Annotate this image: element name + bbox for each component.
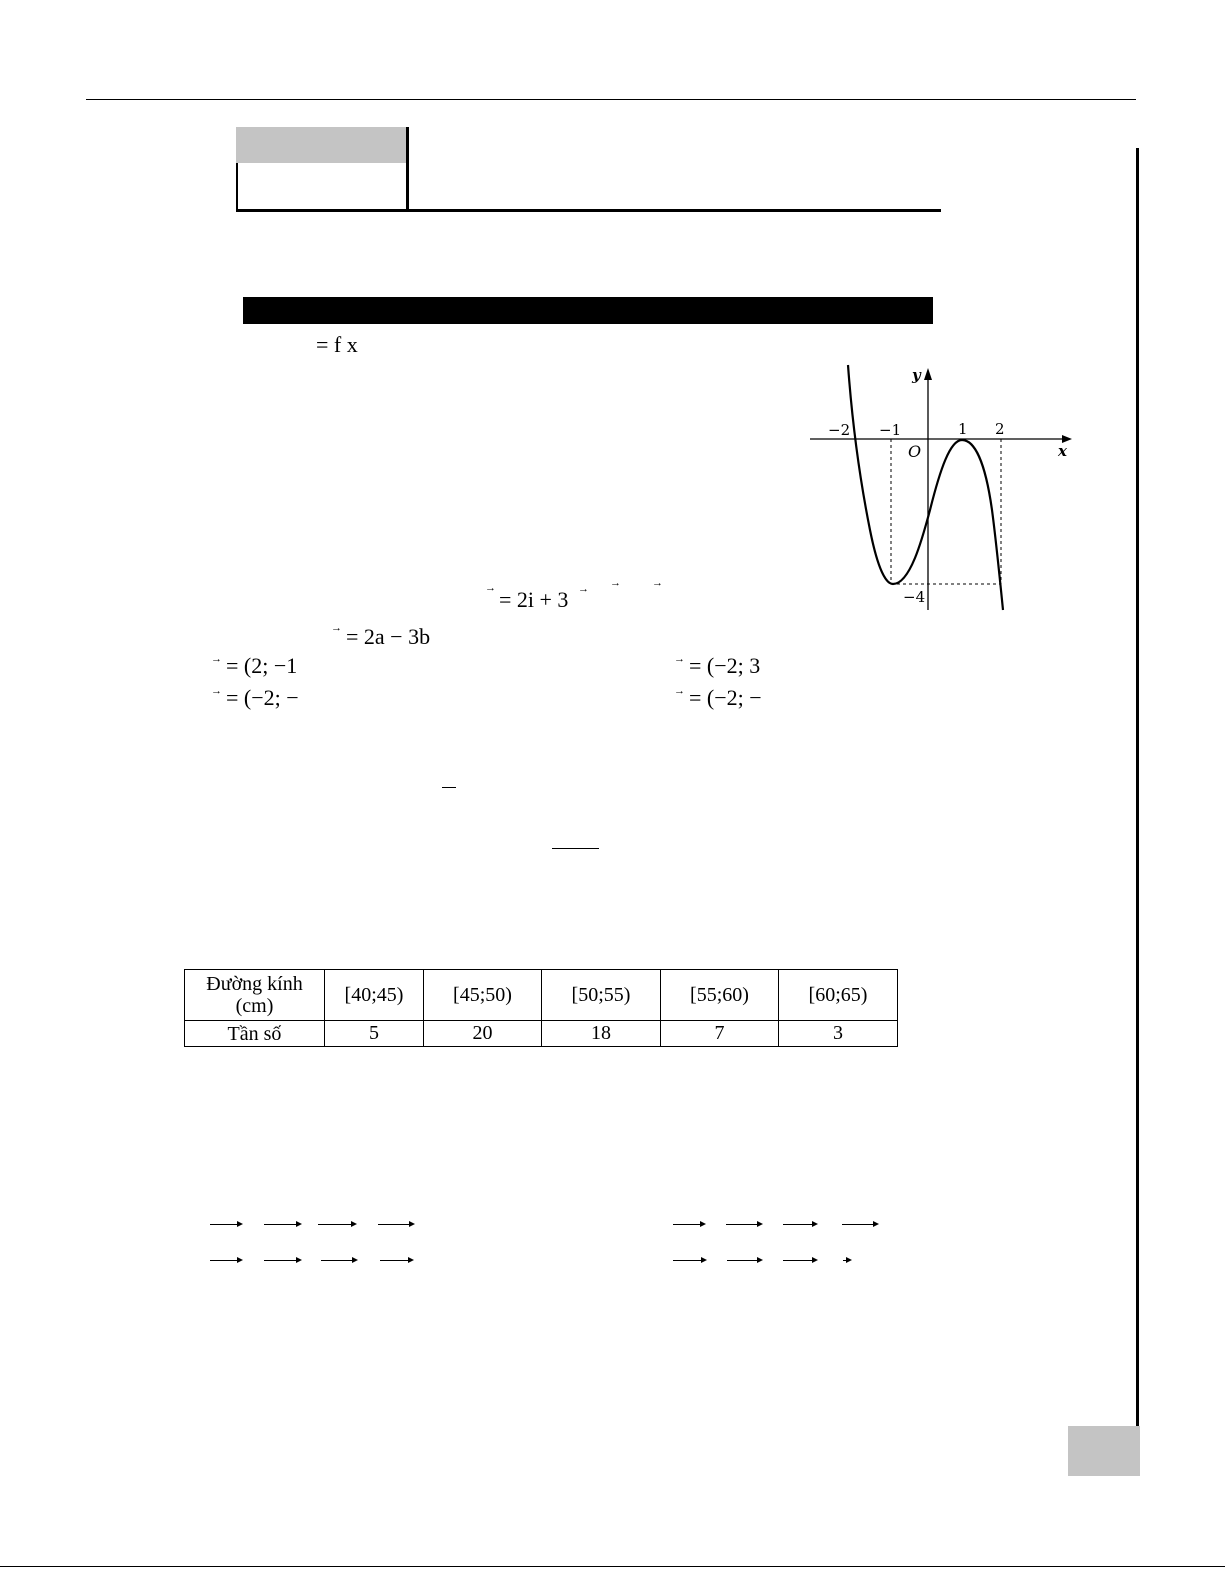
vector-arrow: →: [211, 685, 222, 697]
tick-minus4: −4: [903, 588, 926, 606]
table-cell: 7: [661, 1021, 779, 1047]
header-grey-cell: [236, 127, 406, 163]
tick-minus2: −2: [828, 421, 851, 439]
table-cell: [40;45): [325, 970, 424, 1021]
table-header-label: [185, 970, 325, 1021]
section-bar: [243, 297, 933, 324]
table-row: [185, 970, 898, 1021]
vector-arrow-line: [264, 1260, 296, 1261]
table-cell: 18: [542, 1021, 661, 1047]
top-rule: [86, 99, 1136, 100]
vector-arrow-line: [727, 1260, 757, 1261]
vector-arrow-head: [812, 1257, 818, 1263]
vector-arrow-line: [321, 1260, 352, 1261]
tick-2: 2: [995, 420, 1005, 438]
table-cell: [60;65): [779, 970, 898, 1021]
vector-arrow-head: [701, 1257, 707, 1263]
vector-arrow-head: [237, 1221, 243, 1227]
tick-minus1: −1: [879, 421, 902, 439]
vector-arrow-head: [237, 1257, 243, 1263]
vector-arrow-line: [378, 1224, 409, 1225]
vector-arrow: →: [674, 653, 685, 665]
origin-label: O: [908, 442, 922, 461]
right-margin-rule: [1136, 148, 1139, 1426]
vector-arrow-line: [380, 1260, 408, 1261]
vector-arrow-line: [210, 1260, 237, 1261]
option-d: = (−2; −: [689, 685, 762, 710]
vector-arrow: →: [674, 685, 685, 697]
vector-arrow-head: [352, 1257, 358, 1263]
y-axis-arrow: [924, 368, 932, 380]
y-label: y: [912, 366, 921, 384]
vector-arrow-head: [296, 1221, 302, 1227]
option-b: = (−2; 3: [689, 653, 761, 678]
vector-arrow-head: [296, 1257, 302, 1263]
page-number-box: [1068, 1426, 1140, 1476]
table-cell: [50;55): [542, 970, 661, 1021]
function-expression: = f x: [316, 332, 358, 357]
vector-arrow-line: [210, 1224, 237, 1225]
header-cell: [236, 163, 408, 210]
vector-arrow-line: [783, 1224, 812, 1225]
vector-arrow-head: [812, 1221, 818, 1227]
vector-arrow: →: [652, 577, 663, 589]
fraction-bar: [442, 787, 456, 788]
frequency-table: [184, 969, 898, 1047]
cubic-curve: [848, 365, 1003, 610]
vector-arrow: →: [211, 653, 222, 665]
vector-arrow-line: [264, 1224, 296, 1225]
vector-arrow-head: [408, 1257, 414, 1263]
vector-arrow: →: [610, 577, 621, 589]
table-cell: [55;60): [661, 970, 779, 1021]
table-row: [185, 1021, 898, 1047]
vector-arrow: →: [331, 622, 342, 634]
vector-arrow-line: [673, 1224, 700, 1225]
tick-1: 1: [958, 420, 968, 438]
fraction-bar: [552, 848, 599, 849]
option-c: = (−2; −: [226, 685, 299, 710]
vector-arrow-line: [783, 1260, 812, 1261]
vector-arrow-head: [700, 1221, 706, 1227]
table-row-label: Tần số: [185, 1021, 325, 1047]
table-cell: [45;50): [424, 970, 542, 1021]
vector-arrow-line: [318, 1224, 351, 1225]
header-label-line1: Đường kính: [206, 973, 303, 995]
vector-arrow-line: [843, 1260, 846, 1261]
table-cell: 5: [325, 1021, 424, 1047]
vector-arrow-head: [409, 1221, 415, 1227]
cubic-graph: [800, 360, 1080, 620]
table-cell: 20: [424, 1021, 542, 1047]
vector-arrow-head: [757, 1257, 763, 1263]
header-divider: [406, 127, 409, 212]
vector-combination: = 2a − 3b: [346, 624, 431, 649]
vector-arrow-line: [842, 1224, 873, 1225]
vector-arrow: →: [578, 583, 589, 595]
vector-arrow-line: [726, 1224, 757, 1225]
vector-arrow-head: [846, 1257, 852, 1263]
vector-arrow-head: [873, 1221, 879, 1227]
vector-arrow-head: [757, 1221, 763, 1227]
option-a: = (2; −1: [226, 653, 298, 678]
vector-expression: = 2i + 3: [499, 587, 569, 612]
header-bottom-rule: [236, 209, 941, 212]
header-label-line2: (cm): [235, 995, 274, 1017]
x-label: x: [1058, 442, 1067, 460]
bottom-rule: [0, 1566, 1225, 1567]
vector-arrow-head: [351, 1221, 357, 1227]
vector-arrow: →: [485, 582, 496, 594]
table-cell: 3: [779, 1021, 898, 1047]
vector-arrow-line: [673, 1260, 701, 1261]
